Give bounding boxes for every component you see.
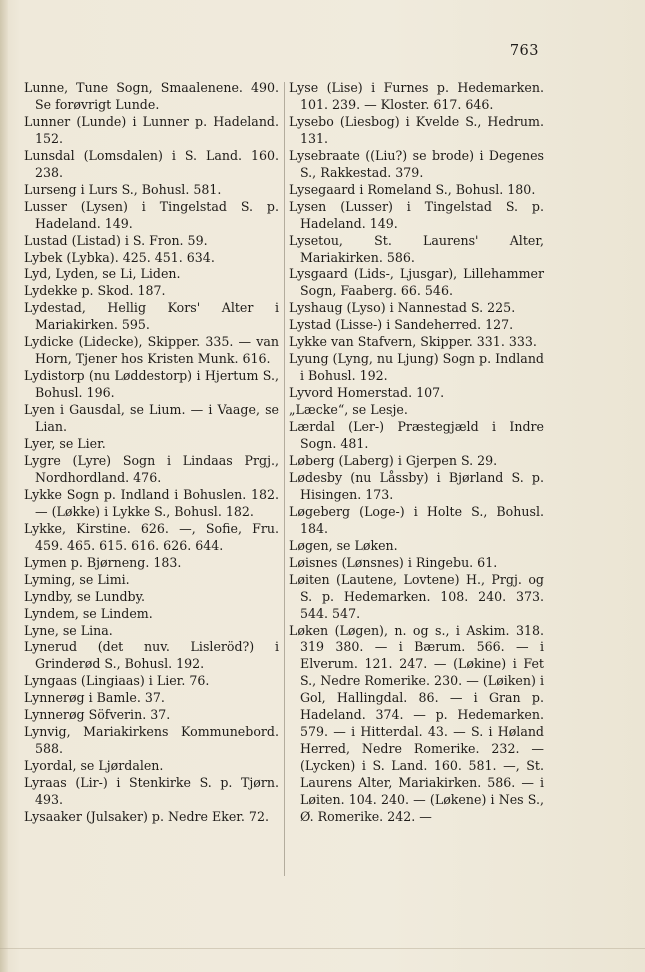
index-entry: Lysgaard (Lids-, Ljusgar), Lillehammer Sogn, Faaberg. 66. 546.: [289, 266, 544, 299]
left-column: [24, 80, 279, 826]
index-entry: Lykke van Stafvern, Skipper. 331. 333.: [289, 334, 537, 350]
index-entry: Løgeberg (Loge-) i Holte S., Bohusl. 184.: [289, 503, 544, 536]
column-divider: [284, 82, 285, 876]
index-entry: Lysetou, St. Laurens' Alter, Mariakirken. 586.: [289, 232, 544, 265]
index-entry: Lyraas (Lir-) i Stenkirke S. p. Tjørn. 493.: [24, 775, 279, 808]
index-entry: Lykke Sogn p. Indland i Bohuslen. 182. — (Løkke) i Lykke S., Bohusl. 182.: [24, 486, 279, 519]
page-number: 763: [509, 43, 539, 59]
index-entry: Løiten (Lautene, Lovtene) H., Prgj. og S. p. Hedemarken. 108. 240. 373. 544. 547.: [289, 571, 544, 621]
index-entry: Lymen p. Bjørneng. 183.: [24, 554, 182, 570]
index-entry: Lynerud (det nuv. Lisleröd?) i Grinderød S., Bohusl. 192.: [24, 639, 279, 672]
index-entry: Lyer, se Lier.: [24, 436, 106, 452]
index-entry: Lyen i Gausdal, se Lium. — i Vaage, se Lian.: [24, 402, 279, 435]
index-entry: Lysebraate ((Liu?) se brode) i Degenes S., Rakkestad. 379.: [289, 147, 544, 180]
index-entry: Lysebo (Liesbog) i Kvelde S., Hedrum. 131.: [289, 113, 544, 146]
index-entry: Lysen (Lusser) i Tingelstad S. p. Hadeland. 149.: [289, 198, 544, 231]
index-entry: Løgen, se Løken.: [289, 537, 398, 553]
index-entry: Lysaaker (Julsaker) p. Nedre Eker. 72.: [24, 808, 269, 824]
index-entry: Lyd, Lyden, se Li, Liden.: [24, 266, 181, 282]
index-entry: Lydekke p. Skod. 187.: [24, 283, 166, 299]
index-entry: Lyne, se Lina.: [24, 622, 113, 638]
index-entry: Lygre (Lyre) Sogn i Lindaas Prgj., Nordhordland. 476.: [24, 452, 279, 485]
index-entry: Lynnerøg i Bamle. 37.: [24, 690, 165, 706]
index-entry: Lødesby (nu Låssby) i Bjørland S. p. Hisingen. 173.: [289, 469, 544, 502]
index-entry: Lyngaas (Lingiaas) i Lier. 76.: [24, 673, 210, 689]
index-entry: Lurseng i Lurs S., Bohusl. 581.: [24, 181, 222, 197]
index-entry: Lunner (Lunde) i Lunner p. Hadeland. 152.: [24, 113, 279, 146]
page-bottom-edge: [0, 948, 645, 949]
right-column: [289, 80, 544, 826]
index-entry: Lydicke (Lidecke), Skipper. 335. — van Horn, Tjener hos Kristen Munk. 616.: [24, 334, 279, 367]
index-entry: Lyvord Homerstad. 107.: [289, 385, 445, 401]
index-entry: Lærdal (Ler-) Præstegjæld i Indre Sogn. 481.: [289, 419, 544, 452]
index-entry: Lynnerøg Söfverin. 37.: [24, 707, 171, 723]
index-entry: Lyordal, se Ljørdalen.: [24, 758, 164, 774]
index-entry: Lysegaard i Romeland S., Bohusl. 180.: [289, 181, 536, 197]
index-entry: Løken (Løgen), n. og s., i Askim. 318. 319 380. — i Bærum. 566. — i Elverum. 121. 247. — (Løkine) i Fet S., Nedre Romerike. 230. — (Løiken) i Gol, Hallingdal. 86. — i Gran p. Hadeland. 374. — p. Hedemarken. 579. — i Hitterdal. 43. — S. i Høland Herred, Nedre Romerike. 232. — (Lycken) i S. Land. 160. 581. —, St. Laurens Alter, Mariakirken. 586. — i Løiten. 104. 240. — (Løkene) i Nes S., Ø. Romerike. 242. —: [289, 622, 544, 824]
index-entry: Lystad (Lisse-) i Sandeherred. 127.: [289, 317, 514, 333]
index-entry: Lydistorp (nu Løddestorp) i Hjertum S., Bohusl. 196.: [24, 368, 279, 401]
index-entry: Lybek (Lybka). 425. 451. 634.: [24, 249, 215, 265]
book-binding-edge: [0, 0, 8, 972]
index-entry: Lyung (Lyng, nu Ljung) Sogn p. Indland i Bohusl. 192.: [289, 351, 544, 384]
index-entry: Lynvig, Mariakirkens Kommunebord. 588.: [24, 724, 279, 757]
index-entry: Løisnes (Lønsnes) i Ringebu. 61.: [289, 554, 498, 570]
index-entry: Lustad (Listad) i S. Fron. 59.: [24, 232, 208, 248]
index-entry: Lyndby, se Lundby.: [24, 588, 146, 604]
index-entry: Lunsdal (Lomsdalen) i S. Land. 160. 238.: [24, 147, 279, 180]
index-entry: Lyshaug (Lyso) i Nannestad S. 225.: [289, 300, 516, 316]
index-entry: Lykke, Kirstine. 626. —, Sofie, Fru. 459. 465. 615. 616. 626. 644.: [24, 520, 279, 553]
index-entry: Lyndem, se Lindem.: [24, 605, 153, 621]
index-entry: Lyming, se Limi.: [24, 571, 130, 587]
index-entry: Lyse (Lise) i Furnes p. Hedemarken. 101. 239. — Kloster. 617. 646.: [289, 80, 544, 112]
index-entry: Løberg (Laberg) i Gjerpen S. 29.: [289, 452, 498, 468]
index-entry: Lunne, Tune Sogn, Smaalenene. 490. Se forøvrigt Lunde.: [24, 80, 279, 112]
index-entry: Lydestad, Hellig Kors' Alter i Mariakirken. 595.: [24, 300, 279, 333]
index-entry: Lusser (Lysen) i Tingelstad S. p. Hadeland. 149.: [24, 198, 279, 231]
index-entry: „Læcke“, se Lesje.: [289, 402, 408, 418]
